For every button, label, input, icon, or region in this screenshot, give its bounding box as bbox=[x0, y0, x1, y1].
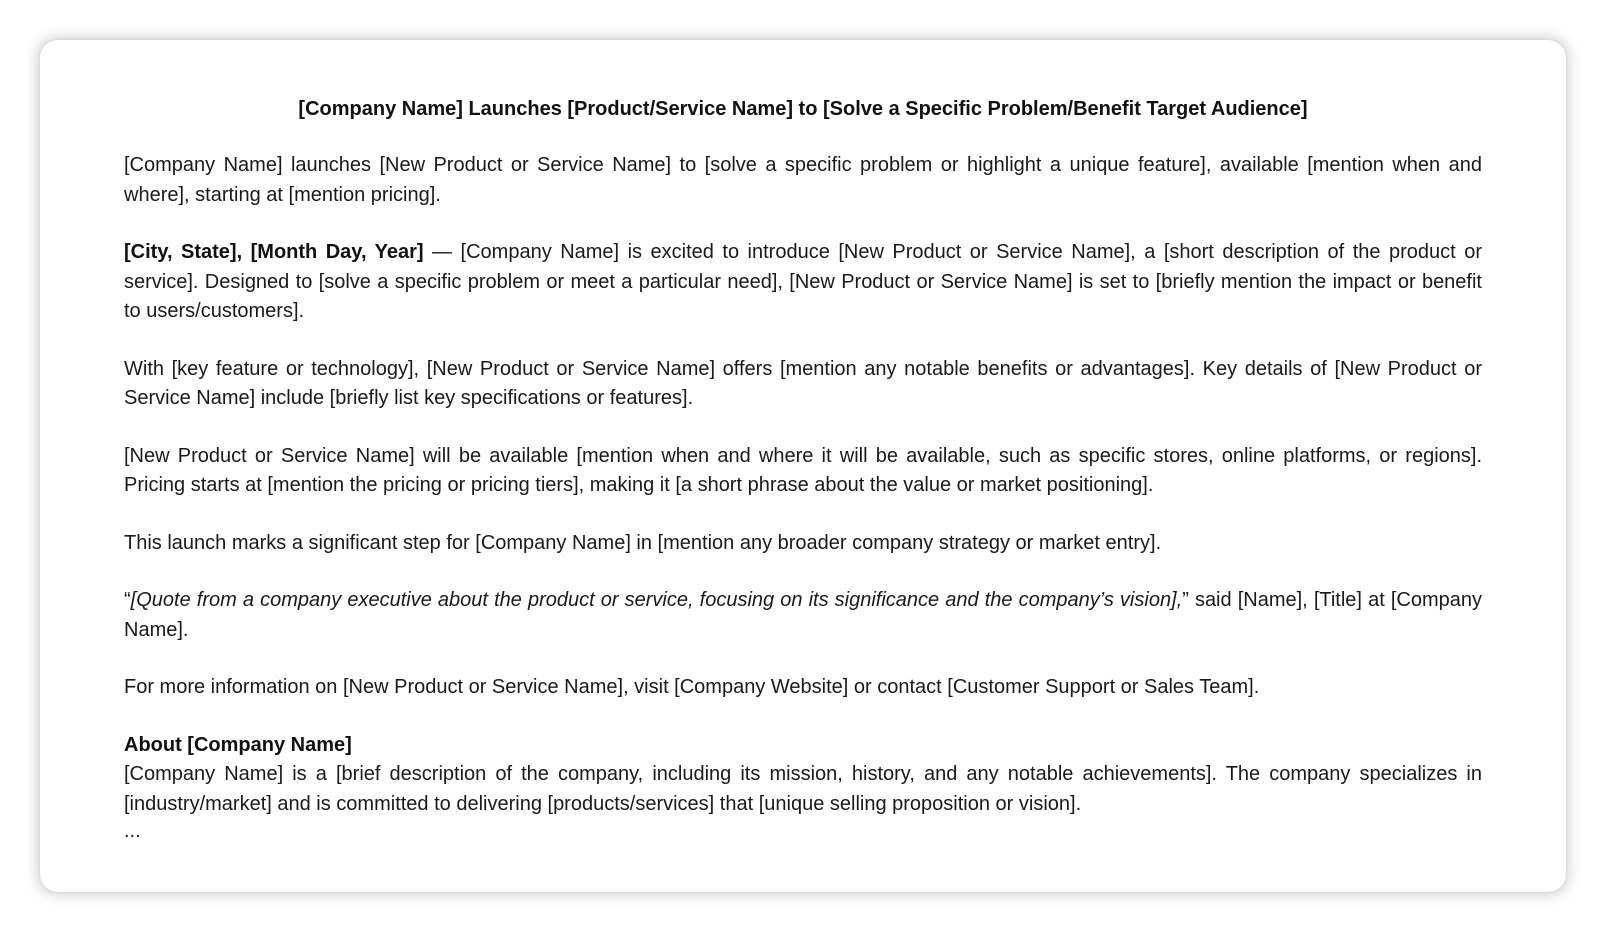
significance-paragraph: This launch marks a significant step for [Company Name] in [mention any broader company strategy or market entry]. bbox=[124, 531, 1162, 554]
features-paragraph: With [key feature or technology], [New Product or Service Name] offers [mention any notable benefits or advantages]. Key details of [New Product or Service Name] include [briefly list key specifications or features]. bbox=[124, 357, 1482, 409]
quote-open-mark: “ bbox=[124, 589, 131, 611]
more-info-paragraph: For more information on [New Product or Service Name], visit [Company Website] or contact [Customer Support or Sales Team]. bbox=[124, 676, 1260, 698]
executive-quote: [Quote from a company executive about the product or service, focusing on its significance and the company’s vision], bbox=[130, 589, 1183, 611]
summary-paragraph: [Company Name] launches [New Product or Service Name] to [solve a specific problem or highlight a unique feature], available [mention when and where], starting at [mention pricing]. bbox=[124, 154, 1482, 206]
quote-attribution: ” said [Name], [Title] at [Company Name]. bbox=[124, 589, 1483, 641]
about-heading: About [Company Name] bbox=[124, 733, 352, 756]
document-card bbox=[40, 40, 1566, 892]
continuation-ellipsis: ... bbox=[124, 820, 141, 842]
dateline: [City, State], [Month Day, Year] bbox=[124, 241, 424, 263]
press-release-headline: [Company Name] Launches [Product/Service Name] to [Solve a Specific Problem/Benefit Target Audience] bbox=[298, 98, 1308, 120]
about-paragraph: [Company Name] is a [brief description of the company, including its mission, history, and any notable achievements]. The company specializes in [industry/market] and is committed to delivering [products/services] that [unique selling proposition or vision]. bbox=[124, 763, 1482, 815]
quote-paragraph bbox=[124, 586, 1482, 645]
availability-paragraph: [New Product or Service Name] will be available [mention when and where it will be available, such as specific stores, online platforms, or regions]. Pricing starts at [mention the pricing or pricing tiers], making it [a short phrase about the value or market positioning]. bbox=[124, 444, 1482, 496]
intro-text: — [Company Name] is excited to introduce [New Product or Service Name], a [short description of the product or service]. Designed to [solve a specific problem or meet a particular need], [New Product or Service Name] is set to [briefly mention the impact or benefit to users/customers]. bbox=[124, 241, 1482, 322]
intro-paragraph bbox=[124, 238, 1482, 327]
